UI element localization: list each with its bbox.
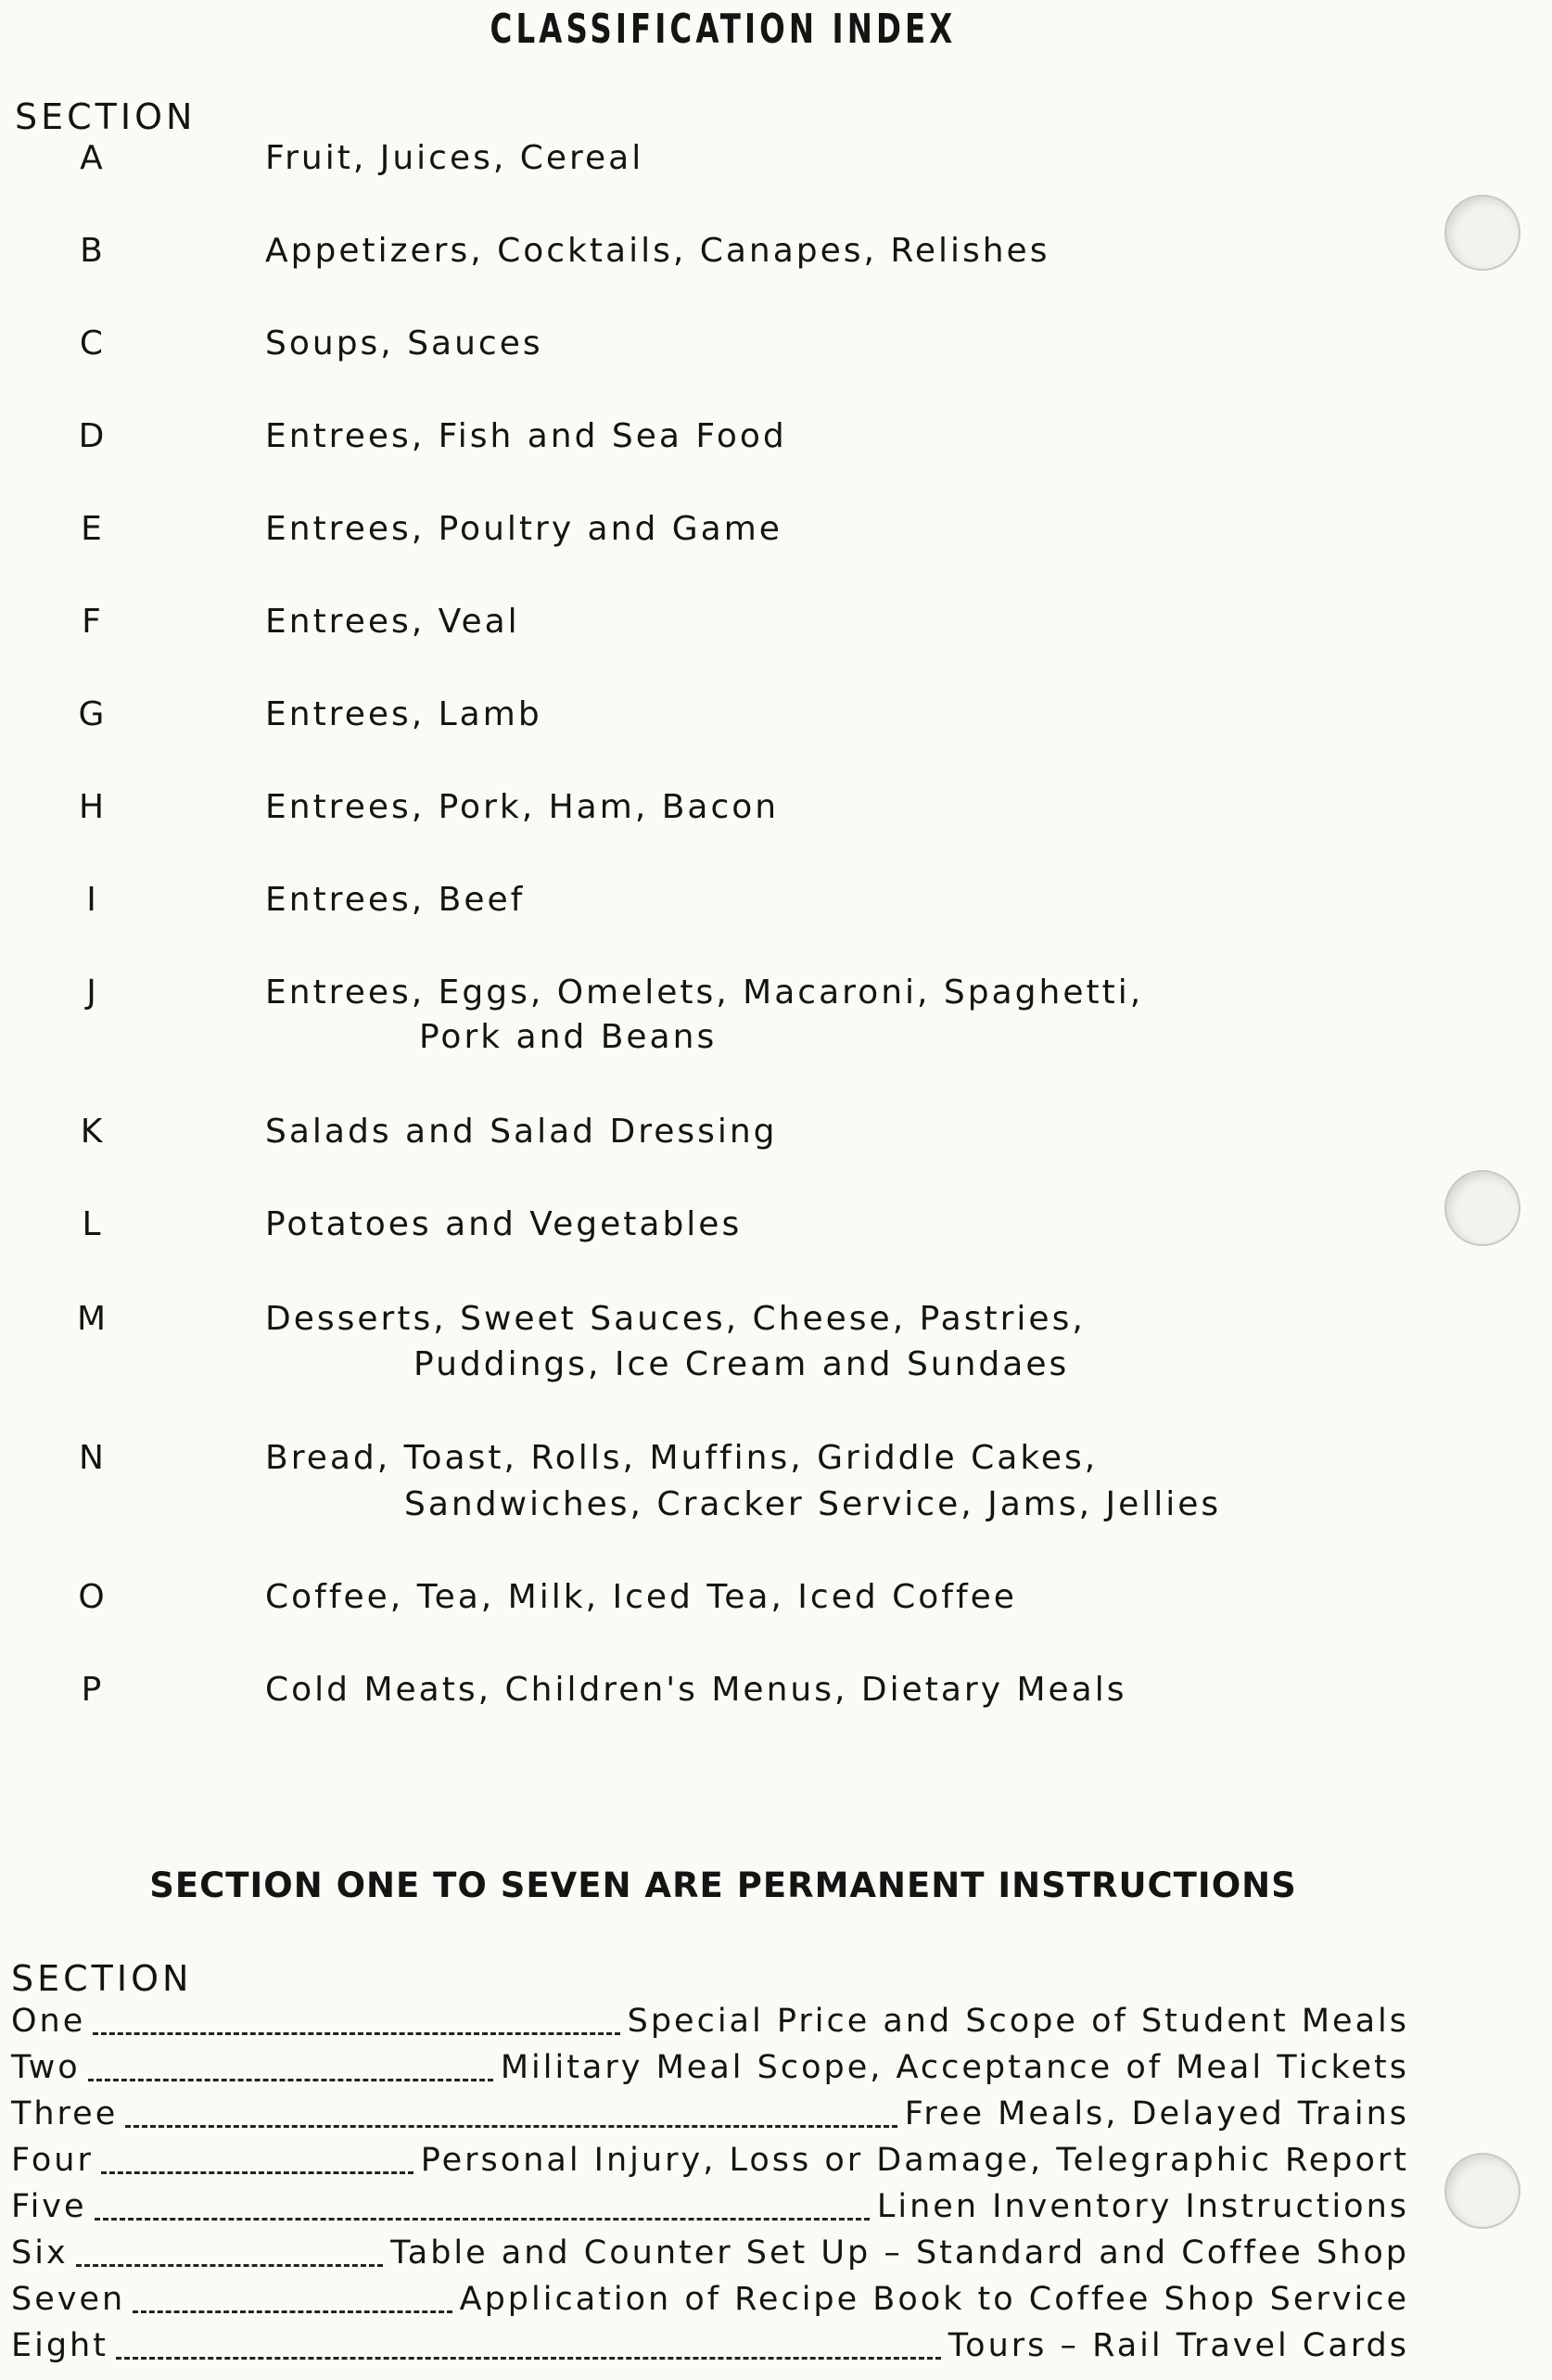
permanent-section-topic: Special Price and Scope of Student Meals xyxy=(627,2003,1409,2040)
permanent-section-topic: Table and Counter Set Up – Standard and Coffee Shop xyxy=(390,2234,1409,2272)
section-description-continued: Sandwiches, Cracker Service, Jams, Jellies xyxy=(404,1485,1222,1523)
permanent-row-five xyxy=(11,2188,1409,2229)
permanent-section-topic: Personal Injury, Loss or Damage, Telegraphic Report xyxy=(420,2142,1409,2179)
section-description: Coffee, Tea, Milk, Iced Tea, Iced Coffee xyxy=(265,1578,1017,1616)
section-description: Fruit, Juices, Cereal xyxy=(265,139,644,177)
permanent-instructions-title: SECTION ONE TO SEVEN ARE PERMANENT INSTRUCTIONS xyxy=(149,1865,1297,1905)
section-description: Cold Meats, Children's Menus, Dietary Meals xyxy=(265,1671,1127,1709)
permanent-row-eight xyxy=(11,2327,1409,2368)
dot-leader xyxy=(101,2151,413,2174)
permanent-section-name: Three xyxy=(11,2095,119,2132)
permanent-section-name: Two xyxy=(11,2049,81,2086)
section-description: Entrees, Lamb xyxy=(265,695,542,733)
permanent-row-three xyxy=(11,2095,1409,2136)
section-description: Bread, Toast, Rolls, Muffins, Griddle Cakes, xyxy=(265,1439,1099,1477)
section-description: Desserts, Sweet Sauces, Cheese, Pastries, xyxy=(265,1300,1086,1338)
binder-hole-top xyxy=(1444,195,1520,271)
dot-leader xyxy=(93,2012,619,2035)
section-description-continued: Puddings, Ice Cream and Sundaes xyxy=(413,1345,1070,1383)
section-description: Entrees, Poultry and Game xyxy=(265,510,782,548)
section-letter: K xyxy=(80,1113,106,1151)
section-letter: P xyxy=(81,1671,105,1709)
section-letter: J xyxy=(86,974,99,1012)
section-description: Entrees, Fish and Sea Food xyxy=(265,417,787,455)
dot-leader xyxy=(95,2197,870,2221)
permanent-section-name: Seven xyxy=(11,2281,126,2318)
binder-hole-middle xyxy=(1444,1170,1520,1246)
dot-leader xyxy=(125,2105,897,2128)
section-letter: B xyxy=(80,232,106,270)
permanent-section-topic: Military Meal Scope, Acceptance of Meal Tickets xyxy=(500,2049,1409,2086)
permanent-row-four xyxy=(11,2142,1409,2183)
dot-leader xyxy=(88,2058,493,2081)
section-description: Soups, Sauces xyxy=(265,325,543,363)
permanent-section-name: Five xyxy=(11,2188,87,2225)
permanent-section-topic: Tours – Rail Travel Cards xyxy=(948,2327,1409,2364)
section-letter: L xyxy=(82,1205,104,1243)
section-letter: M xyxy=(76,1300,109,1338)
permanent-section-name: Six xyxy=(11,2234,69,2272)
section-letter: D xyxy=(78,417,108,455)
section-description: Entrees, Pork, Ham, Bacon xyxy=(265,788,780,826)
section-letter: E xyxy=(81,510,105,548)
section-heading: SECTION xyxy=(15,96,197,137)
section-letter: C xyxy=(79,325,107,363)
section-description: Entrees, Veal xyxy=(265,603,520,641)
section-letter: F xyxy=(82,603,104,641)
dot-leader xyxy=(76,2244,384,2267)
section-description-continued: Pork and Beans xyxy=(419,1018,718,1056)
section-letter: G xyxy=(78,695,108,733)
permanent-section-name: One xyxy=(11,2003,86,2040)
section-letter: I xyxy=(86,881,99,919)
dot-leader xyxy=(133,2290,452,2313)
page-title: CLASSIFICATION INDEX xyxy=(490,6,957,53)
section-description: Entrees, Beef xyxy=(265,881,526,919)
permanent-section-heading: SECTION xyxy=(11,1958,193,1999)
permanent-section-name: Eight xyxy=(11,2327,108,2364)
binder-hole-bottom xyxy=(1444,2153,1520,2229)
permanent-section-name: Four xyxy=(11,2142,94,2179)
section-letter: H xyxy=(78,788,108,826)
permanent-row-two xyxy=(11,2049,1409,2090)
permanent-section-topic: Free Meals, Delayed Trains xyxy=(904,2095,1409,2132)
permanent-row-seven xyxy=(11,2281,1409,2322)
section-letter: N xyxy=(79,1439,107,1477)
dot-leader xyxy=(116,2336,941,2360)
permanent-row-one xyxy=(11,2003,1409,2043)
section-letter: A xyxy=(80,139,106,177)
section-description: Potatoes and Vegetables xyxy=(265,1205,743,1243)
section-description: Entrees, Eggs, Omelets, Macaroni, Spaghetti, xyxy=(265,974,1144,1012)
permanent-section-topic: Application of Recipe Book to Coffee Shop Service xyxy=(459,2281,1409,2318)
section-description: Appetizers, Cocktails, Canapes, Relishes xyxy=(265,232,1050,270)
permanent-section-topic: Linen Inventory Instructions xyxy=(876,2188,1409,2225)
section-letter: O xyxy=(78,1578,108,1616)
permanent-row-six xyxy=(11,2234,1409,2275)
section-description: Salads and Salad Dressing xyxy=(265,1113,778,1151)
